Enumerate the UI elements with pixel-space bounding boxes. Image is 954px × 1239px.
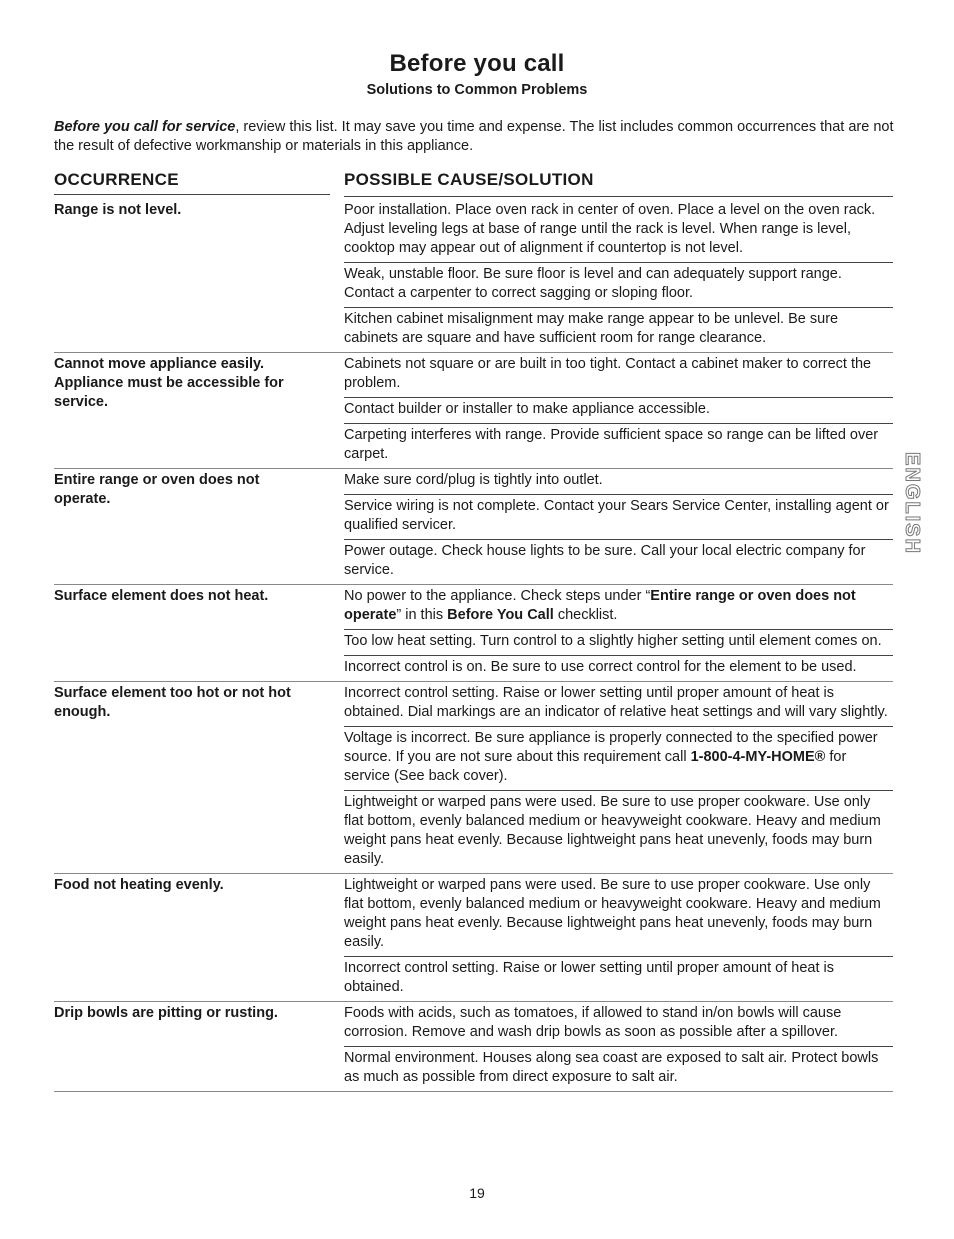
solution-text: Incorrect control setting. Raise or lower setting until proper amount of heat is obtained. Dial markings are an indicator of relative heat settings and will vary slightly. [344,685,888,720]
solution-item [344,1002,893,1047]
solution-text: Lightweight or warped pans were used. Be sure to use proper cookware. Use only flat bottom, evenly balanced medium or heavyweight cookware. Heavy and medium weight pans heat evenly. Because lightweight pans heat unevenly, foods may burn easily. [344,794,881,867]
occurrence-label: Surface element too hot or not hot enough. [54,685,291,720]
page-number: 19 [469,1185,485,1201]
solution-text: ” in this [396,607,448,623]
solution-item [344,469,893,495]
language-side-tab-label: ENGLISH [900,451,923,555]
solution-item [344,308,893,352]
solution-text: Incorrect control setting. Raise or lower setting until proper amount of heat is obtained. [344,960,835,995]
occurrence-label: Cannot move appliance easily. Appliance must be accessible for service. [54,356,284,410]
solution-text: Weak, unstable floor. Be sure floor is level and can adequately support range. Contact a carpenter to correct sagging or sloping floor. [344,266,842,301]
solution-item [344,585,893,630]
solution-column-header: POSSIBLE CAUSE/SOLUTION [344,170,594,189]
occurrence-column-header: OCCURRENCE [54,170,179,189]
solution-emphasis: Before You Call [447,607,554,623]
solution-list [344,585,893,681]
solution-text: Power outage. Check house lights to be sure. Call your local electric company for service. [344,543,866,578]
solution-emphasis: Entire range or oven does not operate [344,588,856,623]
troubleshooting-table [54,199,893,1092]
table-row [54,585,893,682]
occurrence-label: Entire range or oven does not operate. [54,472,260,507]
solution-item [344,957,893,1001]
table-row [54,1002,893,1092]
solution-text: Poor installation. Place oven rack in center of oven. Place a level on the oven rack. Adjust leveling legs at base of range until the rack is level. When range is level, cooktop may appear out of alignment if countertop is not level. [344,202,876,256]
solution-list [344,874,893,1001]
header-divider-right [344,196,893,197]
solution-text: Incorrect control is on. Be sure to use correct control for the element to be used. [344,659,857,675]
solution-item [344,424,893,468]
solution-text: Cabinets not square or are built in too tight. Contact a cabinet maker to correct the problem. [344,356,872,391]
solution-item [344,263,893,308]
table-row [54,874,893,1002]
solution-item [344,353,893,398]
header-divider-left [54,194,330,195]
solution-text: Contact builder or installer to make appliance accessible. [344,401,710,417]
solution-text: Too low heat setting. Turn control to a slightly higher setting until element comes on. [344,633,882,649]
table-row [54,682,893,874]
language-side-tab [899,448,923,558]
solution-text: Kitchen cabinet misalignment may make range appear to be unlevel. Be sure cabinets are square and have sufficient room for range clearance. [344,311,839,346]
solution-text: checklist. [553,607,618,623]
intro-lead: Before you call for service [54,119,236,135]
solution-item [344,495,893,540]
solution-item [344,656,893,681]
solution-item [344,874,893,957]
solution-text: Voltage is incorrect. Be sure appliance is properly connected to the specified power source. If you are not sure about this requirement call [344,730,878,765]
solution-text: Lightweight or warped pans were used. Be sure to use proper cookware. Use only flat bottom, evenly balanced medium or heavyweight cookware. Heavy and medium weight pans heat evenly. Because lightweight pans heat unevenly, foods may burn easily. [344,877,881,950]
table-row [54,353,893,469]
occurrence-label: Food not heating evenly. [54,877,224,893]
page-title: Before you call [389,50,565,77]
solution-list [344,199,893,352]
solution-text: Normal environment. Houses along sea coast are exposed to salt air. Protect bowls as much as possible from direct exposure to salt air. [344,1050,879,1085]
occurrence-label: Surface element does not heat. [54,588,269,604]
solution-text: for service (See back cover). [344,749,847,784]
solution-text: Foods with acids, such as tomatoes, if allowed to stand in/on bowls will cause corrosion. Remove and wash drip bowls as soon as possible after a spillover. [344,1005,842,1040]
solution-item [344,540,893,584]
solution-list [344,682,893,873]
solution-text: Carpeting interferes with range. Provide sufficient space so range can be lifted over carpet. [344,427,879,462]
table-row [54,199,893,353]
solution-list [344,353,893,468]
solution-item [344,1047,893,1091]
solution-item [344,630,893,656]
solution-text: No power to the appliance. Check steps under “ [344,588,651,604]
solution-text: Make sure cord/plug is tightly into outlet. [344,472,603,488]
solution-text: Service wiring is not complete. Contact your Sears Service Center, installing agent or qualified servicer. [344,498,889,533]
solution-item [344,398,893,424]
table-row [54,469,893,585]
solution-list [344,469,893,584]
occurrence-label: Drip bowls are pitting or rusting. [54,1005,278,1021]
solution-list [344,1002,893,1091]
intro-paragraph [54,118,899,156]
solution-item [344,791,893,873]
page-subtitle: Solutions to Common Problems [366,82,588,98]
solution-item [344,682,893,727]
occurrence-label: Range is not level. [54,202,182,218]
solution-emphasis: 1-800-4-MY-HOME® [690,749,826,765]
solution-item [344,199,893,263]
solution-item [344,727,893,791]
intro-text: , review this list. It may save you time and expense. The list includes common occurrences that are not the result of defective workmanship or materials in this appliance. [54,119,894,154]
